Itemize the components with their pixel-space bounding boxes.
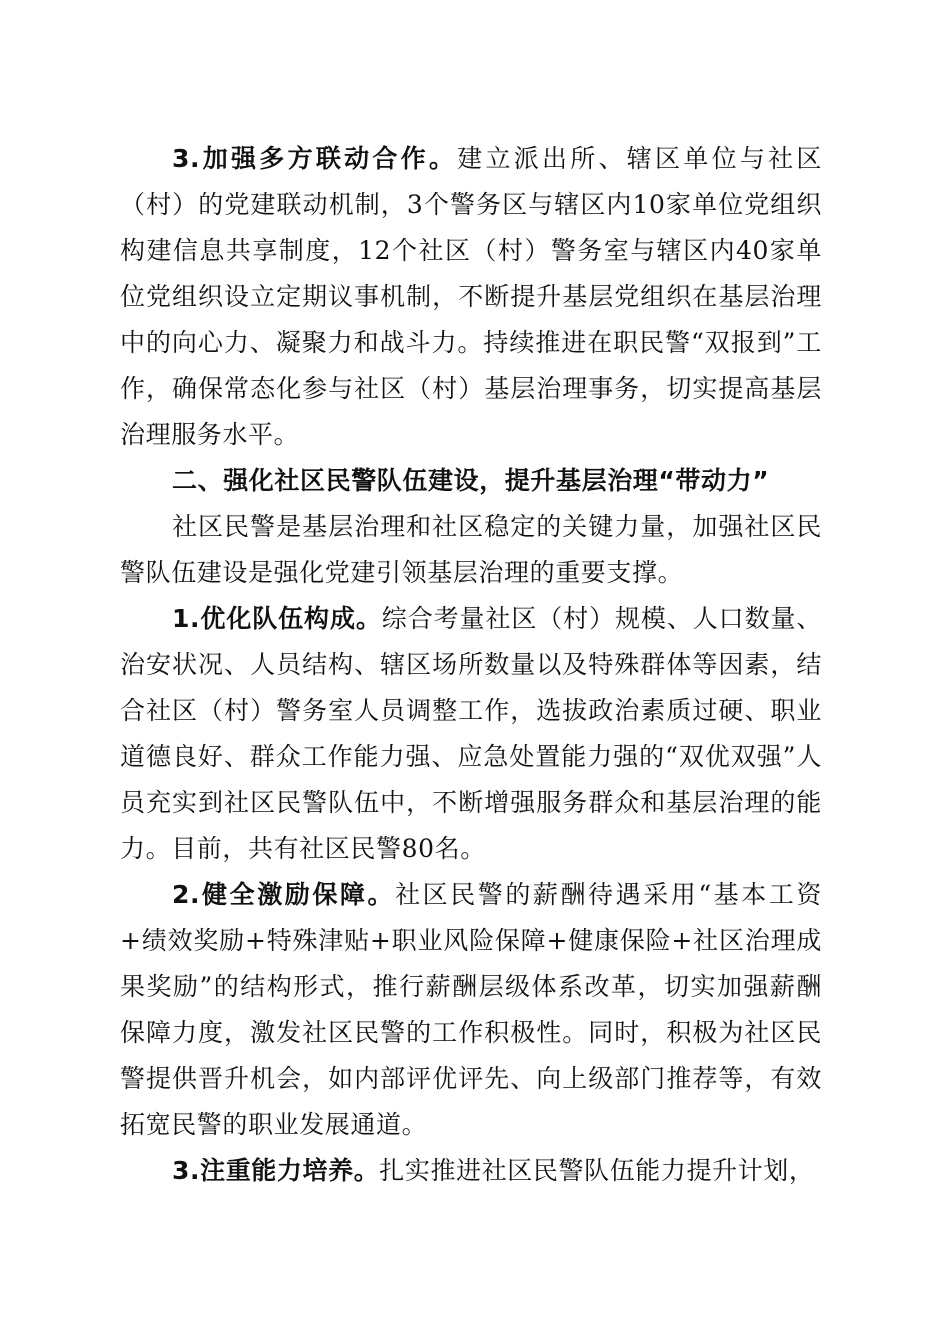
paragraph-optimize-team	[120, 596, 822, 872]
paragraph-incentive	[120, 872, 822, 1148]
paragraph-body: 社区民警的薪酬待遇采用“基本工资+绩效奖励+特殊津贴+职业风险保障+健康保险+社区治理成果奖励”的结构形式，推行薪酬层级体系改革，切实加强薪酬保障力度，激发社区民警的工作积极性。同时，积极为社区民警提供晋升机会，如内部评优评先、向上级部门推荐等，有效拓宽民警的职业发展通道。	[120, 880, 822, 1139]
paragraph-lead: 3.加强多方联动合作。	[172, 144, 458, 173]
paragraph-intro	[120, 504, 822, 596]
document-body	[120, 136, 822, 1194]
paragraph-body: 社区民警是基层治理和社区稳定的关键力量，加强社区民警队伍建设是强化党建引领基层治理的重要支撑。	[120, 512, 822, 587]
section-heading: 二、强化社区民警队伍建设，提升基层治理“带动力”	[172, 466, 770, 495]
paragraph-capability	[120, 1148, 822, 1194]
paragraph-body: 扎实推进社区民警队伍能力提升计划，	[379, 1156, 815, 1185]
paragraph-body: 综合考量社区（村）规模、人口数量、治安状况、人员结构、辖区场所数量以及特殊群体等因素，结合社区（村）警务室人员调整工作，选拔政治素质过硬、职业道德良好、群众工作能力强、应急处置能力强的“双优双强”人员充实到社区民警队伍中，不断增强服务群众和基层治理的能力。目前，共有社区民警80名。	[120, 604, 822, 863]
paragraph-lead: 3.注重能力培养。	[172, 1156, 380, 1185]
paragraph-multi-party-cooperation	[120, 136, 822, 458]
paragraph-body: 建立派出所、辖区单位与社区（村）的党建联动机制，3个警务区与辖区内10家单位党组织构建信息共享制度，12个社区（村）警务室与辖区内40家单位党组织设立定期议事机制，不断提升基层党组织在基层治理中的向心力、凝聚力和战斗力。持续推进在职民警“双报到”工作，确保常态化参与社区（村）基层治理事务，切实提高基层治理服务水平。	[120, 144, 822, 449]
paragraph-lead: 1.优化队伍构成。	[172, 604, 382, 633]
paragraph-lead: 2.健全激励保障。	[172, 880, 396, 909]
